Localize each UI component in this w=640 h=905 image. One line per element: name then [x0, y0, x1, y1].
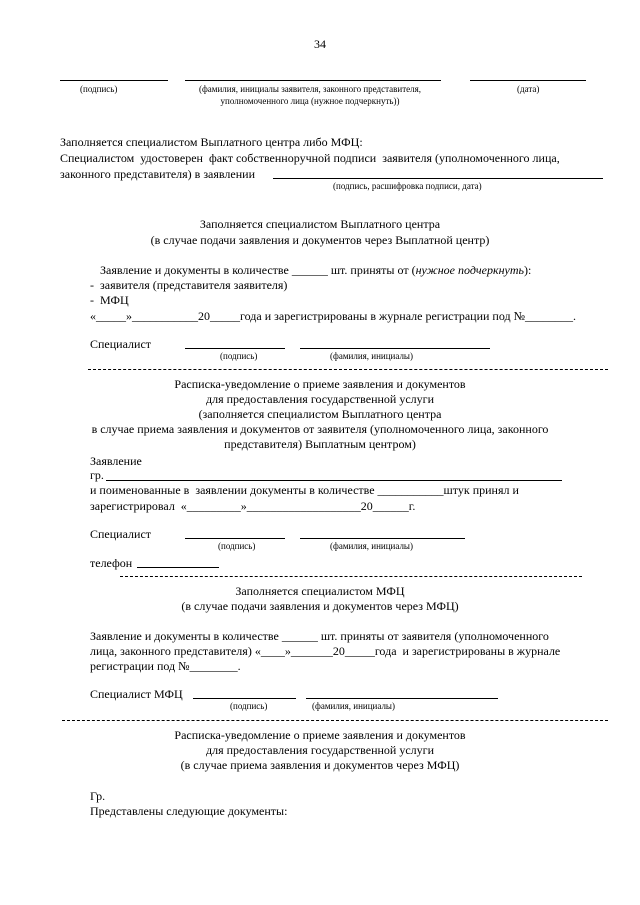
specialist-signature-caption: (подпись): [220, 351, 258, 361]
registered-line: зарегистрировал «_________»___________________20______г.: [90, 499, 416, 513]
documents-presented-label: Представлены следующие документы:: [90, 804, 288, 818]
cut-line: [120, 576, 582, 577]
specialist-signature-line: [185, 348, 285, 349]
phone-fill-line: [137, 567, 219, 568]
citizen-label: гр.: [90, 468, 104, 482]
receipt-title-line5: представителя) Выплатным центром): [224, 437, 416, 451]
accepted-line: Заявление и документы в количестве ______ шт. приняты от заявителя (уполномоченного: [90, 629, 549, 643]
receipt-title-line2: для предоставления государственной услуги: [205, 743, 435, 757]
receipt-title-line2: для предоставления государственной услуги: [205, 392, 435, 406]
name-line: [185, 80, 441, 81]
verification-heading: Заполняется специалистом Выплатного центра либо МФЦ:: [60, 135, 363, 149]
receipt-title: Расписка-уведомление о приеме заявления и документов: [174, 377, 466, 391]
section-subtitle: (в случае подачи заявления и документов через Выплатной центр): [150, 233, 490, 247]
citizen-label: Гр.: [90, 789, 106, 803]
specialist-name-line: [306, 698, 498, 699]
page-number: 34: [314, 37, 326, 51]
accepted-line: Заявление и документы в количестве ______ шт. приняты от (нужное подчеркнуть):: [100, 263, 532, 277]
section-title: Заполняется специалистом Выплатного центра: [199, 217, 441, 231]
verification-caption: (подпись, расшифровка подписи, дата): [333, 181, 482, 191]
accepted-line-2: лица, законного представителя) «____»_______20_____года и зарегистрированы в журнале: [90, 644, 561, 658]
receipt-title-line3: (заполняется специалистом Выплатного центра: [198, 407, 442, 421]
receipt-title-line4: в случае приема заявления и документов от заявителя (уполномоченного лица, законного: [91, 422, 549, 436]
date-caption: (дата): [517, 84, 540, 94]
registration-number-line: регистрации под №________.: [90, 659, 241, 673]
cut-line: [62, 720, 608, 721]
section-subtitle: (в случае подачи заявления и документов через МФЦ): [181, 599, 459, 613]
receipt-title: Расписка-уведомление о приеме заявления и документов: [174, 728, 466, 742]
specialist-signature-line: [193, 698, 296, 699]
option-mfc: - МФЦ: [90, 293, 129, 307]
name-caption-line1: (фамилия, инициалы заявителя, законного представителя,: [198, 84, 422, 94]
citizen-fill-line: [106, 480, 562, 481]
documents-count-line: и поименованные в заявлении документы в количестве ___________штук принял и: [90, 483, 519, 497]
date-line: [470, 80, 586, 81]
specialist-name-caption: (фамилия, инициалы): [330, 541, 413, 551]
cut-line: [88, 369, 608, 370]
specialist-signature-line: [185, 538, 285, 539]
specialist-signature-caption: (подпись): [230, 701, 268, 711]
phone-label: телефон: [90, 556, 133, 570]
verification-text-line2: законного представителя) в заявлении: [60, 167, 255, 181]
specialist-name-line: [300, 538, 465, 539]
statement-label: Заявление: [90, 454, 142, 468]
specialist-name-caption: (фамилия, инициалы): [330, 351, 413, 361]
specialist-name-line: [300, 348, 490, 349]
mfc-specialist-label: Специалист МФЦ: [90, 687, 183, 701]
specialist-label: Специалист: [90, 337, 152, 351]
receipt-title-line3: (в случае приема заявления и документов через МФЦ): [180, 758, 460, 772]
name-caption-line2: уполномоченного лица (нужное подчеркнуть)): [220, 96, 400, 106]
specialist-name-caption: (фамилия, инициалы): [312, 701, 395, 711]
verification-text-line1: Специалистом удостоверен факт собственноручной подписи заявителя (уполномоченного лица,: [60, 151, 560, 165]
registration-line: «_____»___________20_____года и зарегистрированы в журнале регистрации под №________.: [90, 309, 577, 323]
specialist-signature-caption: (подпись): [218, 541, 256, 551]
section-title: Заполняется специалистом МФЦ: [235, 584, 405, 598]
signature-line: [60, 80, 168, 81]
option-applicant: - заявителя (представителя заявителя): [90, 278, 288, 292]
verification-fill-line: [273, 178, 603, 179]
specialist-label: Специалист: [90, 527, 152, 541]
signature-caption: (подпись): [80, 84, 118, 94]
